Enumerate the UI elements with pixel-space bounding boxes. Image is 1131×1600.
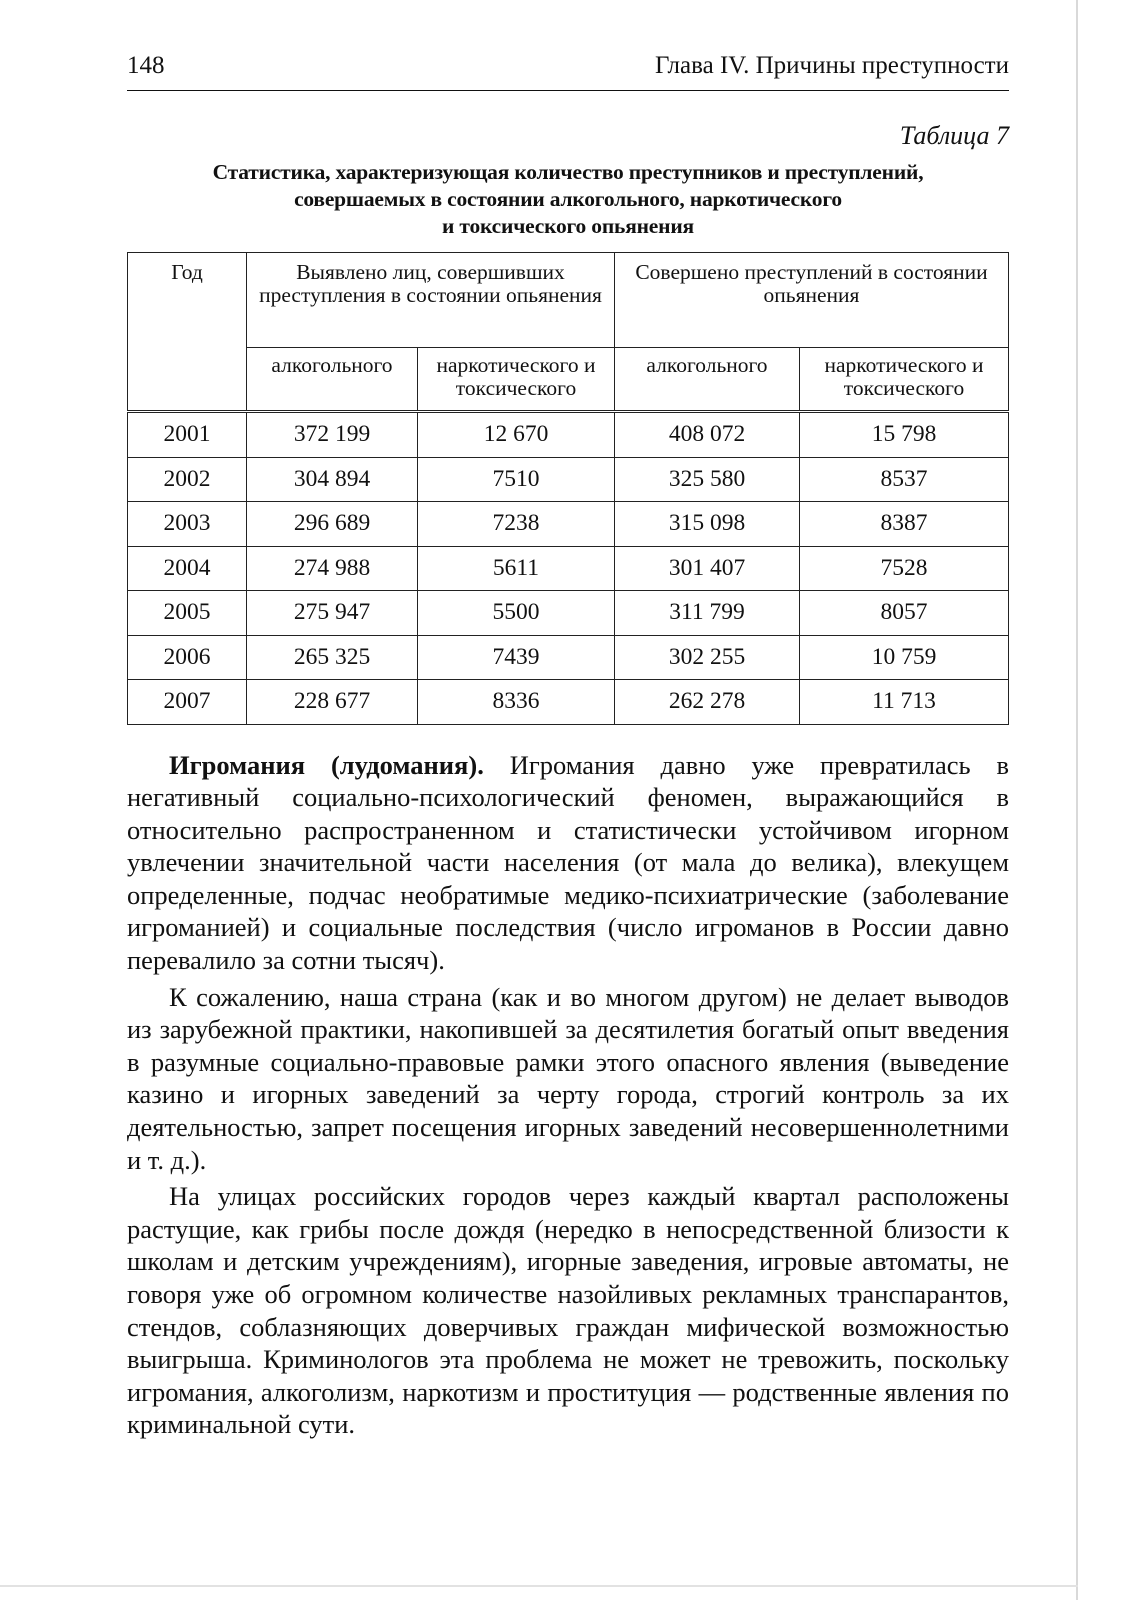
cell-crimes-drug: 8387 bbox=[800, 502, 1009, 547]
page-bottom-line bbox=[0, 1585, 1078, 1587]
subheader-persons-drug: наркотического и токсического bbox=[418, 348, 615, 412]
paragraph-city-streets: На улицах российских городов через каждый квартал расположены растущие, как грибы после дождя (нередко в непосредственной близости к школам и детским учреждениям), игорные заведения, игровые автоматы, не говоря уже об огромном количестве назойливых рекламных транспарантов, стендов, соблазняющих доверчивых граждан мифической возможностью выигрыша. Криминологов эта проблема не может не тревожить, поскольку игромания, алкоголизм, наркотизм и проституция — родственные явления по криминальной сути. bbox=[127, 1181, 1009, 1440]
cell-persons-drug: 7510 bbox=[418, 457, 615, 502]
cell-persons-drug: 7439 bbox=[418, 635, 615, 680]
cell-crimes-alcohol: 311 799 bbox=[615, 591, 800, 636]
cell-persons-alcohol: 304 894 bbox=[247, 457, 418, 502]
running-head bbox=[127, 52, 1009, 91]
table-row bbox=[128, 591, 1009, 636]
cell-year: 2006 bbox=[128, 635, 247, 680]
chapter-title: Глава IV. Причины преступности bbox=[654, 52, 1009, 79]
table-number: Таблица 7 bbox=[899, 121, 1009, 150]
table-row bbox=[128, 502, 1009, 547]
subheader-crimes-drug: наркотического и токсического bbox=[800, 348, 1009, 412]
cell-persons-alcohol: 372 199 bbox=[247, 412, 418, 458]
cell-year: 2007 bbox=[128, 680, 247, 725]
cell-crimes-alcohol: 262 278 bbox=[615, 680, 800, 725]
cell-year: 2002 bbox=[128, 457, 247, 502]
cell-crimes-drug: 8537 bbox=[800, 457, 1009, 502]
table-header-row bbox=[128, 253, 1009, 348]
table-row bbox=[128, 412, 1009, 458]
cell-persons-drug: 7238 bbox=[418, 502, 615, 547]
cell-persons-alcohol: 296 689 bbox=[247, 502, 418, 547]
subheader-crimes-alcohol: алкогольного bbox=[615, 348, 800, 412]
cell-crimes-alcohol: 325 580 bbox=[615, 457, 800, 502]
body-text bbox=[127, 749, 1009, 1441]
cell-crimes-alcohol: 408 072 bbox=[615, 412, 800, 458]
cell-crimes-drug: 7528 bbox=[800, 546, 1009, 591]
header-crimes-group: Совершено преступлений в состоянии опьянения bbox=[615, 253, 1009, 348]
cell-persons-alcohol: 275 947 bbox=[247, 591, 418, 636]
cell-persons-drug: 12 670 bbox=[418, 412, 615, 458]
paragraph-foreign-practice: К сожалению, наша страна (как и во многом другом) не делает выводов из зарубежной практики, накопившей за десятилетия богатый опыт введения в разумные социально-правовые рамки этого опасного явления (выведение казино и игорных заведений за черту города, строгий контроль за их деятельностью, запрет посещения игорных заведений несовершеннолетними и т. д.). bbox=[127, 981, 1009, 1175]
cell-crimes-drug: 11 713 bbox=[800, 680, 1009, 725]
cell-persons-drug: 5500 bbox=[418, 591, 615, 636]
header-year: Год bbox=[128, 253, 247, 412]
page-edge-line bbox=[1076, 0, 1078, 1600]
cell-year: 2004 bbox=[128, 546, 247, 591]
page-number: 148 bbox=[127, 52, 165, 79]
table-subheader-row bbox=[128, 348, 1009, 412]
cell-persons-alcohol: 265 325 bbox=[247, 635, 418, 680]
table-row bbox=[128, 680, 1009, 725]
cell-crimes-drug: 10 759 bbox=[800, 635, 1009, 680]
paragraph-text: Игромания давно уже превратилась в негативный социально-психологический феномен, выражающийся в относительно распространенном и статистически устойчивом игорном увлечении значительной части населения (от мала до велика), влекущем определенные, подчас необратимые медико-психиатрические (заболевание игроманией) и социальные последствия (число игроманов в России давно перевалило за сотни тысяч). bbox=[127, 749, 1009, 976]
table-row bbox=[128, 546, 1009, 591]
cell-crimes-alcohol: 302 255 bbox=[615, 635, 800, 680]
cell-persons-alcohol: 228 677 bbox=[247, 680, 418, 725]
cell-year: 2005 bbox=[128, 591, 247, 636]
cell-crimes-alcohol: 315 098 bbox=[615, 502, 800, 547]
table-title: Статистика, характеризующая количество преступников и преступлений, совершаемых в состоянии алкогольного, наркотического и токсического опьянения bbox=[212, 160, 924, 238]
cell-crimes-alcohol: 301 407 bbox=[615, 546, 800, 591]
cell-crimes-drug: 15 798 bbox=[800, 412, 1009, 458]
cell-persons-alcohol: 274 988 bbox=[247, 546, 418, 591]
cell-crimes-drug: 8057 bbox=[800, 591, 1009, 636]
cell-persons-drug: 5611 bbox=[418, 546, 615, 591]
cell-year: 2003 bbox=[128, 502, 247, 547]
page-content bbox=[127, 52, 1009, 1445]
paragraph-gambling bbox=[127, 749, 1009, 977]
statistics-table bbox=[127, 252, 1009, 725]
cell-year: 2001 bbox=[128, 412, 247, 458]
subheader-persons-alcohol: алкогольного bbox=[247, 348, 418, 412]
header-persons-group: Выявлено лиц, совершивших преступления в состоянии опьянения bbox=[247, 253, 615, 348]
cell-persons-drug: 8336 bbox=[418, 680, 615, 725]
table-row bbox=[128, 457, 1009, 502]
table-row bbox=[128, 635, 1009, 680]
paragraph-lead-term: Игромания (лудомания). bbox=[169, 749, 484, 780]
